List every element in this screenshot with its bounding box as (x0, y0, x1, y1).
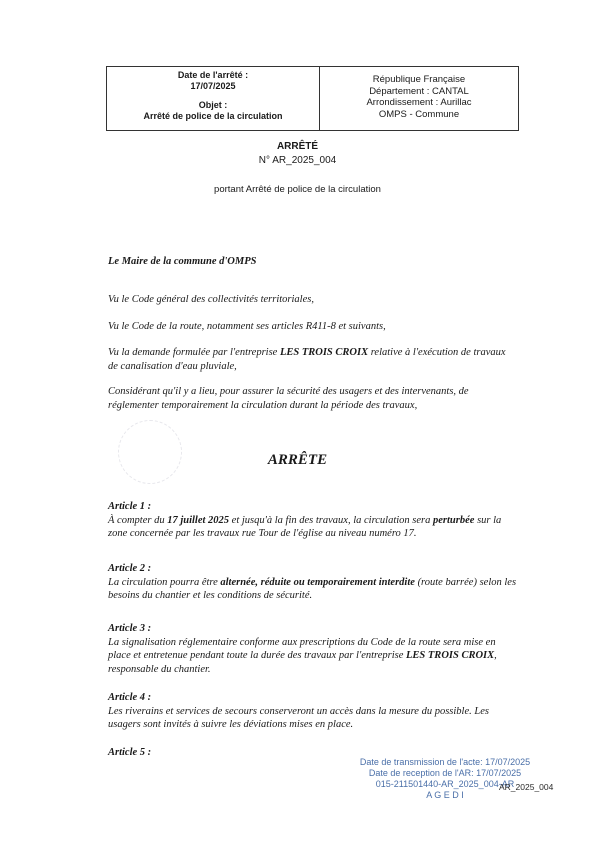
vu-demande-company: LES TROIS CROIX (279, 347, 369, 358)
reception-date: Date de reception de l'AR: 17/07/2025 (368, 768, 522, 778)
transmission-id: 015-211501440-AR_2025_004-AR (375, 779, 515, 789)
article-3-company: LES TROIS CROIX (406, 650, 495, 661)
article-3-body (108, 636, 518, 677)
vu-demande (108, 346, 518, 373)
article-1-body (108, 514, 518, 541)
date-value: 17/07/2025 (190, 81, 236, 91)
article-4-body: Les riverains et services de secours conserveront un accès dans la mesure du possible. Les usagers sont invités à suivre les déviations mises en place. (108, 705, 489, 730)
article-1-text-3: sur la zone concernée par les travaux rue Tour de l'église au niveau numéro 17. (108, 514, 502, 539)
vu-demande-text-c: relative à l'exécution de travaux de canalisation d'eau pluviale, (108, 347, 506, 372)
article-2-modes: alternée, réduite ou temporairement interdite (220, 576, 415, 588)
date-label: Date de l'arrêté : (177, 70, 249, 80)
vu-cgct: Vu le Code général des collectivités territoriales, (108, 294, 314, 305)
transmission-ref: AR_2025_004 (499, 782, 554, 792)
vu-demande-text-a: Vu la demande formulée par l'entreprise (108, 347, 280, 358)
article-1-text-2: et jusqu'à la fin des travaux, la circulation sera (229, 514, 434, 526)
article-3-heading: Article 3 : (108, 623, 152, 634)
transmission-org: A G E D I (426, 790, 464, 800)
document-subject: portant Arrêté de police de la circulation (214, 184, 381, 195)
objet-label: Objet : (198, 100, 228, 110)
article-1-date: 17 juillet 2025 (167, 514, 230, 526)
article-1-heading: Article 1 : (108, 501, 152, 512)
arrondissement: Arrondissement : Aurillac (366, 97, 472, 108)
article-2-text-2: (route barrée) selon les besoins du chantier et les conditions de sécurité. (108, 576, 517, 601)
arrete-heading: ARRÊTE (267, 452, 328, 468)
transmission-date: Date de transmission de l'acte: 17/07/2025 (359, 757, 531, 767)
article-1-perturbee: perturbée (433, 514, 475, 526)
article-3 (108, 622, 518, 676)
article-2-body (108, 576, 518, 603)
header-box (106, 66, 519, 131)
transmission-stamp (349, 757, 554, 805)
vu-code-route: Vu le Code de la route, notamment ses articles R411-8 et suivants, (108, 321, 386, 332)
header-left-cell (107, 67, 320, 130)
article-3-text-1: La signalisation réglementaire conforme aux prescriptions du Code de la route sera mise en place et entretenue pendant toute la durée des travaux par l'entreprise (108, 636, 496, 661)
article-5-heading: Article 5 : (108, 747, 152, 758)
departement: Département : CANTAL (369, 85, 469, 97)
considerant: Considérant qu'il y a lieu, pour assurer la sécurité des usagers et des intervenants, de réglementer temporairement la circulation durant la période des travaux, (108, 386, 469, 411)
header-right-cell (320, 67, 518, 130)
article-2-heading: Article 2 : (108, 563, 152, 574)
article-1 (108, 500, 518, 541)
article-3-text-2: , responsable du chantier. (108, 650, 497, 675)
article-2 (108, 562, 518, 603)
article-1-text-1: À compter du (108, 514, 168, 526)
objet-value: Arrêté de police de la circulation (143, 111, 283, 121)
article-2-text-1: La circulation pourra être (108, 576, 221, 588)
commune: OMPS - Commune (378, 108, 460, 120)
article-4 (108, 691, 518, 732)
republique: République Française (372, 74, 466, 85)
document-heading: ARRÊTÉ (276, 141, 319, 152)
article-4-heading: Article 4 : (108, 692, 152, 703)
maire-line: Le Maire de la commune d'OMPS (108, 256, 257, 267)
document-number: N° AR_2025_004 (258, 155, 337, 166)
